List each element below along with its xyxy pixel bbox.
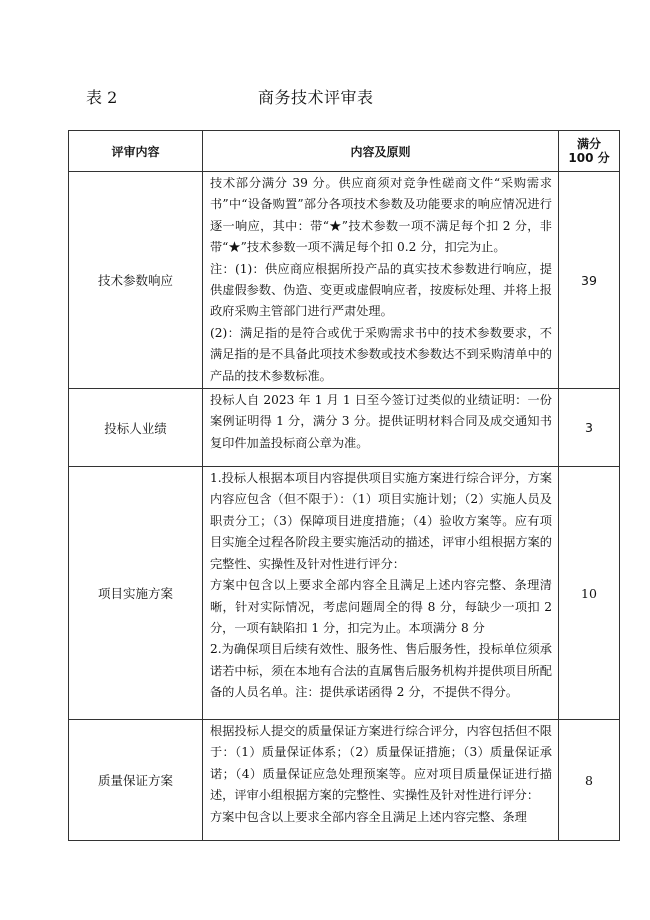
table-number: 表 2 xyxy=(86,88,118,107)
row-item-label: 技术参数响应 xyxy=(69,172,203,389)
content-paragraph: 方案中包含以上要求全部内容全且满足上述内容完整、条理 xyxy=(210,809,527,824)
row-content xyxy=(203,172,559,389)
table-caption xyxy=(86,86,386,110)
header-content: 内容及原则 xyxy=(203,131,559,172)
row-item-label: 投标人业绩 xyxy=(69,389,203,467)
row-score: 39 xyxy=(559,172,620,389)
header-score: 满分 100 分 xyxy=(559,131,620,172)
row-score: 3 xyxy=(559,389,620,467)
content-paragraph: 投标人自 2023 年 1 月 1 日至今签订过类似的业绩证明：一份案例证明得 1 分，满分 3 分。提供证明材料合同及成交通知书复印件加盖投标商公章为准。 xyxy=(210,393,552,450)
row-content xyxy=(203,389,559,467)
header-item: 评审内容 xyxy=(69,131,203,172)
table-row xyxy=(69,172,620,389)
table-row xyxy=(69,467,620,720)
content-paragraph: (2)：满足指的是符合或优于采购需求书中的技术参数要求，不满足指的是不具备此项技术参数或技术参数达不到采购清单中的产品的技术参数标准。 xyxy=(210,325,552,383)
row-score: 8 xyxy=(559,720,620,841)
content-paragraph: 方案中包含以上要求全部内容全且满足上述内容完整、条理清晰，针对实际情况，考虑问题周全的得 8 分，每缺少一项扣 2 分，一项有缺陷扣 1 分，扣完为止。本项满分 8 分 xyxy=(210,578,552,635)
table-row xyxy=(69,389,620,467)
content-paragraph: 1.投标人根据本项目内容提供项目实施方案进行综合评分，方案内容应包含（但不限于）：（1）项目实施计划；（2）实施人员及职责分工；（3）保障项目进度措施；（4）验收方案等。应有项目实施全过程各阶段主要实施活动的描述，评审小组根据方案的完整性、实操性及针对性进行评分： xyxy=(210,471,552,571)
row-score: 10 xyxy=(559,467,620,720)
table-header-row xyxy=(69,131,620,172)
content-paragraph: 根据投标人提交的质量保证方案进行综合评分，内容包括但不限于：（1）质量保证体系；（2）质量保证措施；（3）质量保证承诺；（4）质量保证应急处理预案等。应对项目质量保证进行描述，评审小组根据方案的完整性、实操性及针对性进行评分： xyxy=(210,724,552,803)
table-row xyxy=(69,720,620,841)
row-content xyxy=(203,720,559,841)
row-item-label: 质量保证方案 xyxy=(69,720,203,841)
table-title: 商务技术评审表 xyxy=(258,88,374,107)
evaluation-table xyxy=(68,130,620,841)
content-paragraph: 注：(1)：供应商应根据所投产品的真实技术参数进行响应，提供虚假参数、伪造、变更或虚假响应者，按废标处理、并将上报政府采购主管部门进行严肃处理。 xyxy=(210,261,552,319)
row-item-label: 项目实施方案 xyxy=(69,467,203,720)
content-paragraph: 2.为确保项目后续有效性、服务性、售后服务性，投标单位须承诺若中标，须在本地有合法的直属售后服务机构并提供项目所配备的人员名单。注：提供承诺函得 2 分，不提供不得分。 xyxy=(210,642,552,700)
row-content xyxy=(203,467,559,720)
content-paragraph: 技术部分满分 39 分。供应商须对竞争性磋商文件“采购需求书”中“设备购置”部分各项技术参数及功能要求的响应情况进行逐一响应，其中：带“★”技术参数一项不满足每个扣 2 分，非带“★”技术参数一项不满足每个扣 0.2 分，扣完为止。 xyxy=(210,176,552,255)
